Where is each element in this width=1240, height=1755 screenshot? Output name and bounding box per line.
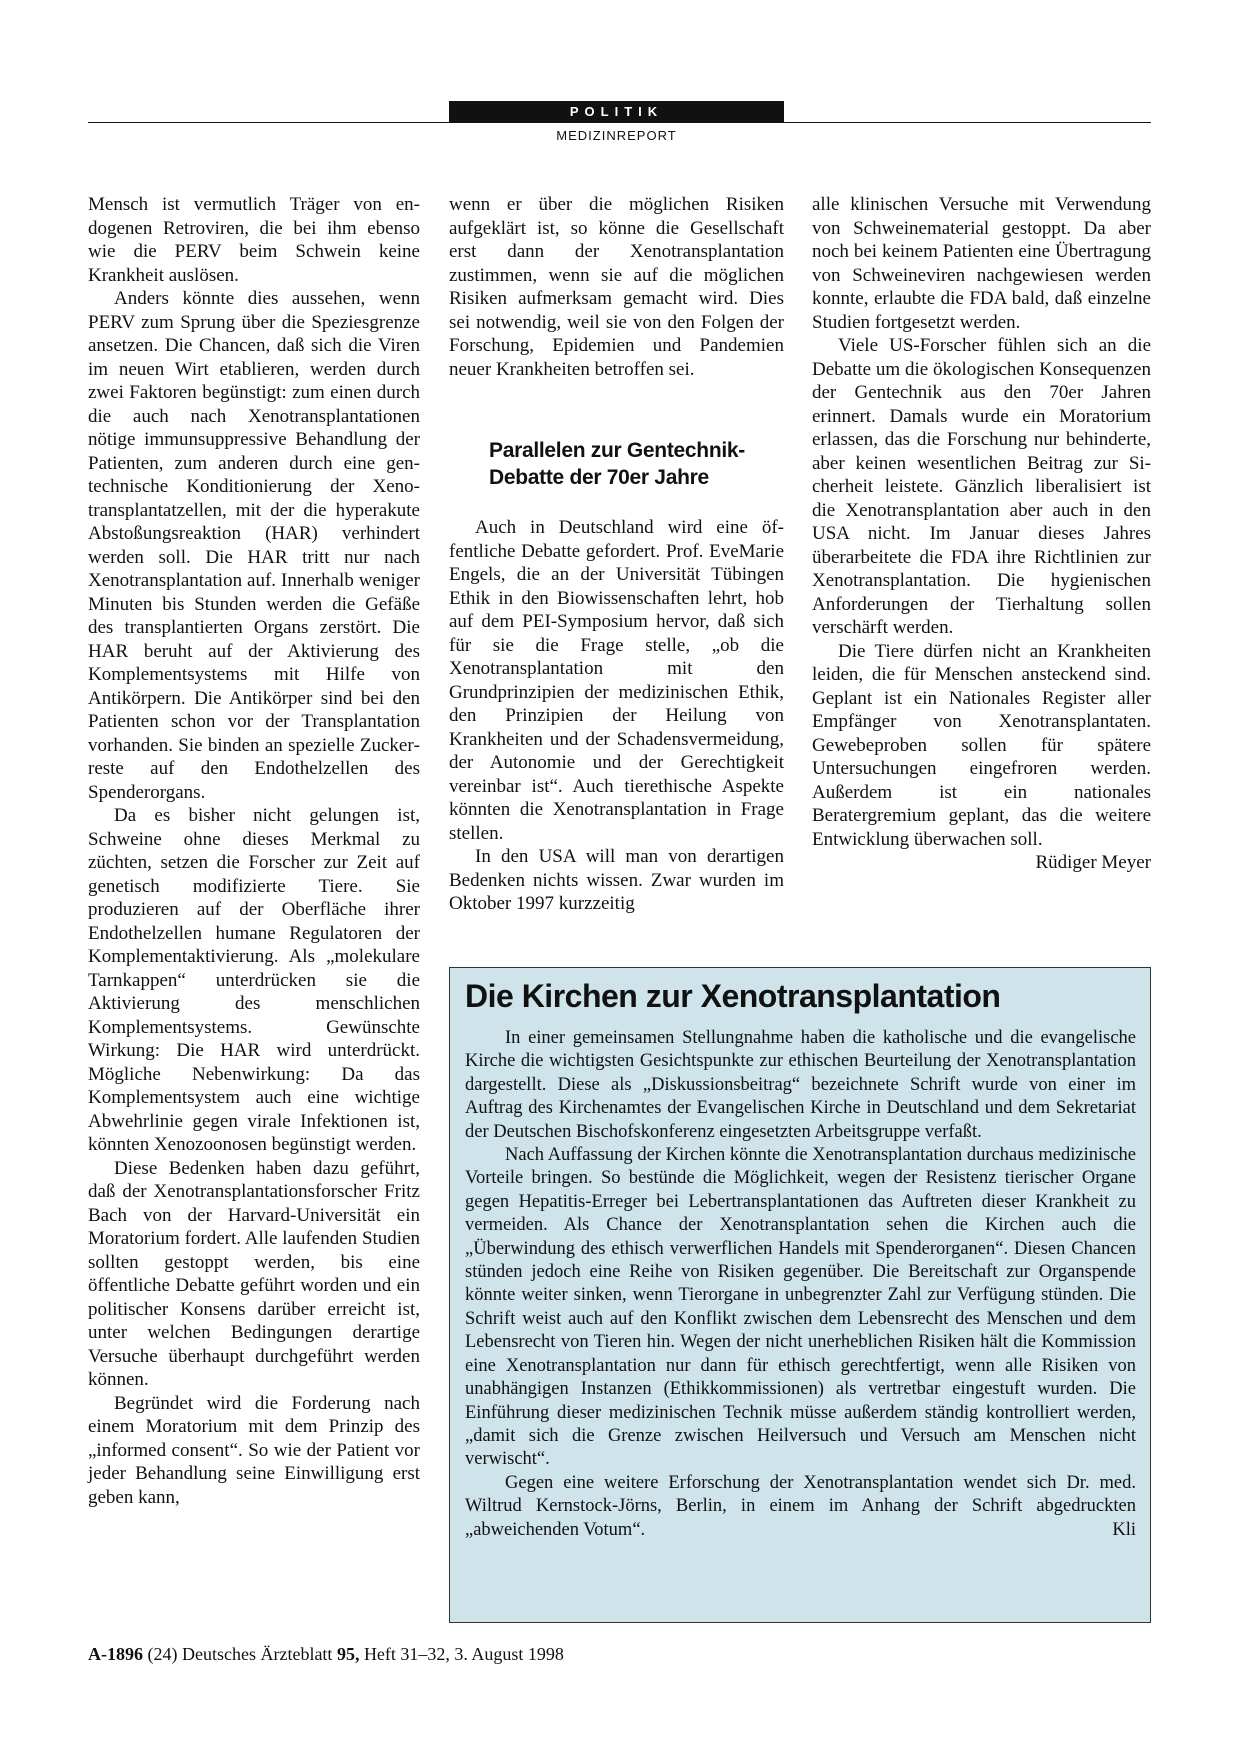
paragraph: Begründet wird die Forderung nach einem Moratorium mit dem Prinzip des „informed consent“. So wie der Patient vor jeder Behandlung seine Einwilligung erst geben kann, <box>88 1392 420 1508</box>
subsection-label: MEDIZINREPORT <box>556 128 677 143</box>
issue-date: Heft 31–32, 3. August 1998 <box>363 1644 564 1664</box>
box-title: Die Kirchen zur Xenotransplantation <box>465 978 1001 1014</box>
column-1 <box>88 193 420 1509</box>
page-number: A-1896 <box>88 1644 143 1664</box>
paragraph: Diese Bedenken haben dazu geführt, daß der Xenotransplantationsforscher Fritz Bach von der Harvard-Universität ein Moratorium fordert. Alle laufenden Studien sollten gestoppt werden, bis eine öffentliche Debatte geführt worden und ein politischer Konsens darüber erreicht ist, unter welchen Bedingungen derartige Versuche überhaupt durchgeführt werden können. <box>88 1157 420 1390</box>
paragraph: Viele US-Forscher fühlen sich an die Debatte um die ökologischen Konsequenzen der Gentechnik aus den 70er Jahren erinnert. Damals wurde ein Moratorium erlassen, das die Forschung nur behinderte, aber keinen wesentlichen Beitrag zur Sicherheit leistete. Gänzlich liberalisiert ist die Xenotransplantation aber auch in den USA nicht. Im Januar dieses Jahres überarbeitete die FDA ihre Richtlinien zur Xenotransplantation. Die hygienischen Anforderungen der Tierhaltung sollen verschärft werden. <box>812 335 1151 638</box>
box-paragraph-text: Gegen eine weitere Erforschung der Xenotransplantation wendet sich Dr. med. Wiltrud Kernstock-Jörns, Berlin, in einem im Anhang der Schrift abgedruckten „abweichenden Votum“. <box>465 1472 1136 1540</box>
box-paragraph: In einer gemeinsamen Stellungnahme haben die katholische und die evangelische Kirche die wichtigsten Gesichtspunkte zur ethischen Beurteilung der Xenotransplantation dargestellt. Diese als „Diskussionsbeitrag“ bezeichnete Schrift wurde von einer im Auftrag des Kirchenamtes der Evangelischen Kirche in Deutschland und dem Sekretariat der Deutschen Bischofskonferenz eingesetzten Arbeitsgruppe verfaßt. <box>465 1028 1136 1142</box>
sidebar-box <box>449 967 1151 1623</box>
column-2 <box>449 193 784 916</box>
section-label: POLITIK <box>449 101 784 122</box>
paragraph: wenn er über die möglichen Risiken aufgeklärt ist, so könne die Gesellschaft erst dann der Xenotransplantation zustimmen, wenn sie auf die möglichen Risiken aufmerksam gemacht wird. Dies sei notwendig, weil sie von den Folgen der Forschung, Epidemien und Pandemien neuer Krankheiten betroffen sei. <box>449 194 784 380</box>
box-paragraph <box>465 1472 1136 1542</box>
subheading: Parallelen zur Gentechnik-Debatte der 70er Jahre <box>489 439 745 489</box>
journal-name: (24) Deutsches Ärzteblatt <box>147 1644 333 1664</box>
paragraph: alle klinischen Versuche mit Verwendung von Schweinematerial gestoppt. Da aber noch bei keinem Patienten eine Übertragung von Schweineviren nachgewiesen werden konnte, erlaubte die FDA bald, daß einzelne Studien fortgesetzt werden. <box>812 194 1151 333</box>
author-name: Rüdiger Meyer <box>1035 852 1151 873</box>
volume-number: 95, <box>336 1644 360 1664</box>
paragraph-text: Die Tiere dürfen nicht an Krankheiten leiden, die für Menschen ansteckend sind. Geplant ist ein Nationales Register aller Empfänger von Xenotransplantaten. Gewebeproben sollen für spätere Untersuchungen eingefroren werden. Außerdem ist ein nationales Beratergremium geplant, das die weitere Entwicklung überwachen soll. <box>812 640 1151 850</box>
box-signature: Kli <box>1112 1519 1136 1540</box>
paragraph: Anders könnte dies aussehen, wenn PERV zum Sprung über die Speziesgrenze ansetzen. Die Chancen, daß sich die Viren im neuen Wirt etablieren, werden durch zwei Faktoren begünstigt: zum einen durch die auch nach Xenotransplantationen nötige immunsuppressive Behandlung der Patienten, zum anderen durch eine gentechnische Konditionierung der Xenotransplantatzellen, mit der die hyperakute Abstoßungsreaktion (HAR) verhindert werden soll. Die HAR tritt nur nach Xenotransplantation auf. Innerhalb weniger Minuten bis Stunden werden die Gefäße des transplantierten Organs zerstört. Die HAR beruht auf der Aktivierung des Komplementsystems mit Hilfe von Antikörpern. Die Antikörper sind bei den Patienten schon vor der Transplantation vorhanden. Sie binden an spezielle Zuckerreste auf den Endothelzellen des Spenderorgans. <box>88 288 420 803</box>
column-3 <box>812 193 1151 875</box>
paragraph <box>812 640 1151 873</box>
paragraph: Auch in Deutschland wird eine öffentliche Debatte gefordert. Prof. EveMarie Engels, die an der Universität Tübingen Ethik in den Biowissenschaften lehrt, hob auf dem PEI-Symposium hervor, daß sich für sie die Frage stelle, „ob die Xenotransplantation mit den Grundprinzipien der medizinischen Ethik, den Prinzipien der Heilung von Krankheiten und der Schadensvermeidung, der Autonomie und der Gerechtigkeit vereinbar ist“. Auch tierethische Aspekte könnten die Xenotransplantation in Frage stellen. <box>449 517 784 844</box>
paragraph: Da es bisher nicht gelungen ist, Schweine ohne dieses Merkmal zu züchten, setzen die Forscher zur Zeit auf genetisch modifizierte Tiere. Sie produzieren auf der Oberfläche ihrer Endothelzellen humane Regulatoren der Komplementaktivierung. Als „molekulare Tarnkappen“ unterdrücken sie die Aktivierung des menschlichen Komplementsystems. Gewünschte Wirkung: Die HAR wird unterdrückt. Mögliche Nebenwirkung: Da das Komplementsystem auch eine wichtige Abwehrlinie gegen virale Infektionen ist, könnten Xenozoonosen begünstigt werden. <box>88 805 420 1155</box>
page-footer <box>88 1643 564 1665</box>
paragraph: Mensch ist vermutlich Träger von endogenen Retroviren, die bei ihm ebenso wie die PERV beim Schwein keine Krankheit auslösen. <box>88 194 420 286</box>
box-paragraph: Nach Auffassung der Kirchen könnte die Xenotransplantation durchaus medizinische Vorteile bringen. So bestünde die Möglichkeit, wegen der Resistenz tierischer Organe gegen Hepatitis-Erreger bei Lebertransplantationen das Auftreten dieser Krankheit zu vermeiden. Als Chance der Xenotransplantation sehen die Kirchen auch die „Überwindung des ethisch verwerflichen Handels mit Spenderorganen“. Diesen Chancen stünden jedoch eine Reihe von Risiken gegenüber. Die Bereitschaft zur Organspende könnte weiter sinken, wenn Tierorgane in unbegrenzter Zahl zur Verfügung stünden. Die Schrift weist auch auf den Konflikt zwischen dem Lebensrecht des Menschen und dem Lebensrecht von Tieren hin. Wegen der nicht unerheblichen Risiken hält die Kommission eine Xenotransplantation nur dann für ethisch gerechtfertigt, wenn alle Risiken von unabhängigen Instanzen (Ethikkommissionen) als vertretbar eingestuft wurden. Die Einführung dieser medizinischen Technik müsse außerdem ständig kontrolliert werden, „damit sich die Grenze zwischen Heilversuch und Versuch am Menschen nicht verwischt“. <box>465 1145 1136 1470</box>
paragraph: In den USA will man von derartigen Bedenken nichts wissen. Zwar wurden im Oktober 1997 kurzzeitig <box>449 846 784 914</box>
header-rule <box>88 122 1151 123</box>
